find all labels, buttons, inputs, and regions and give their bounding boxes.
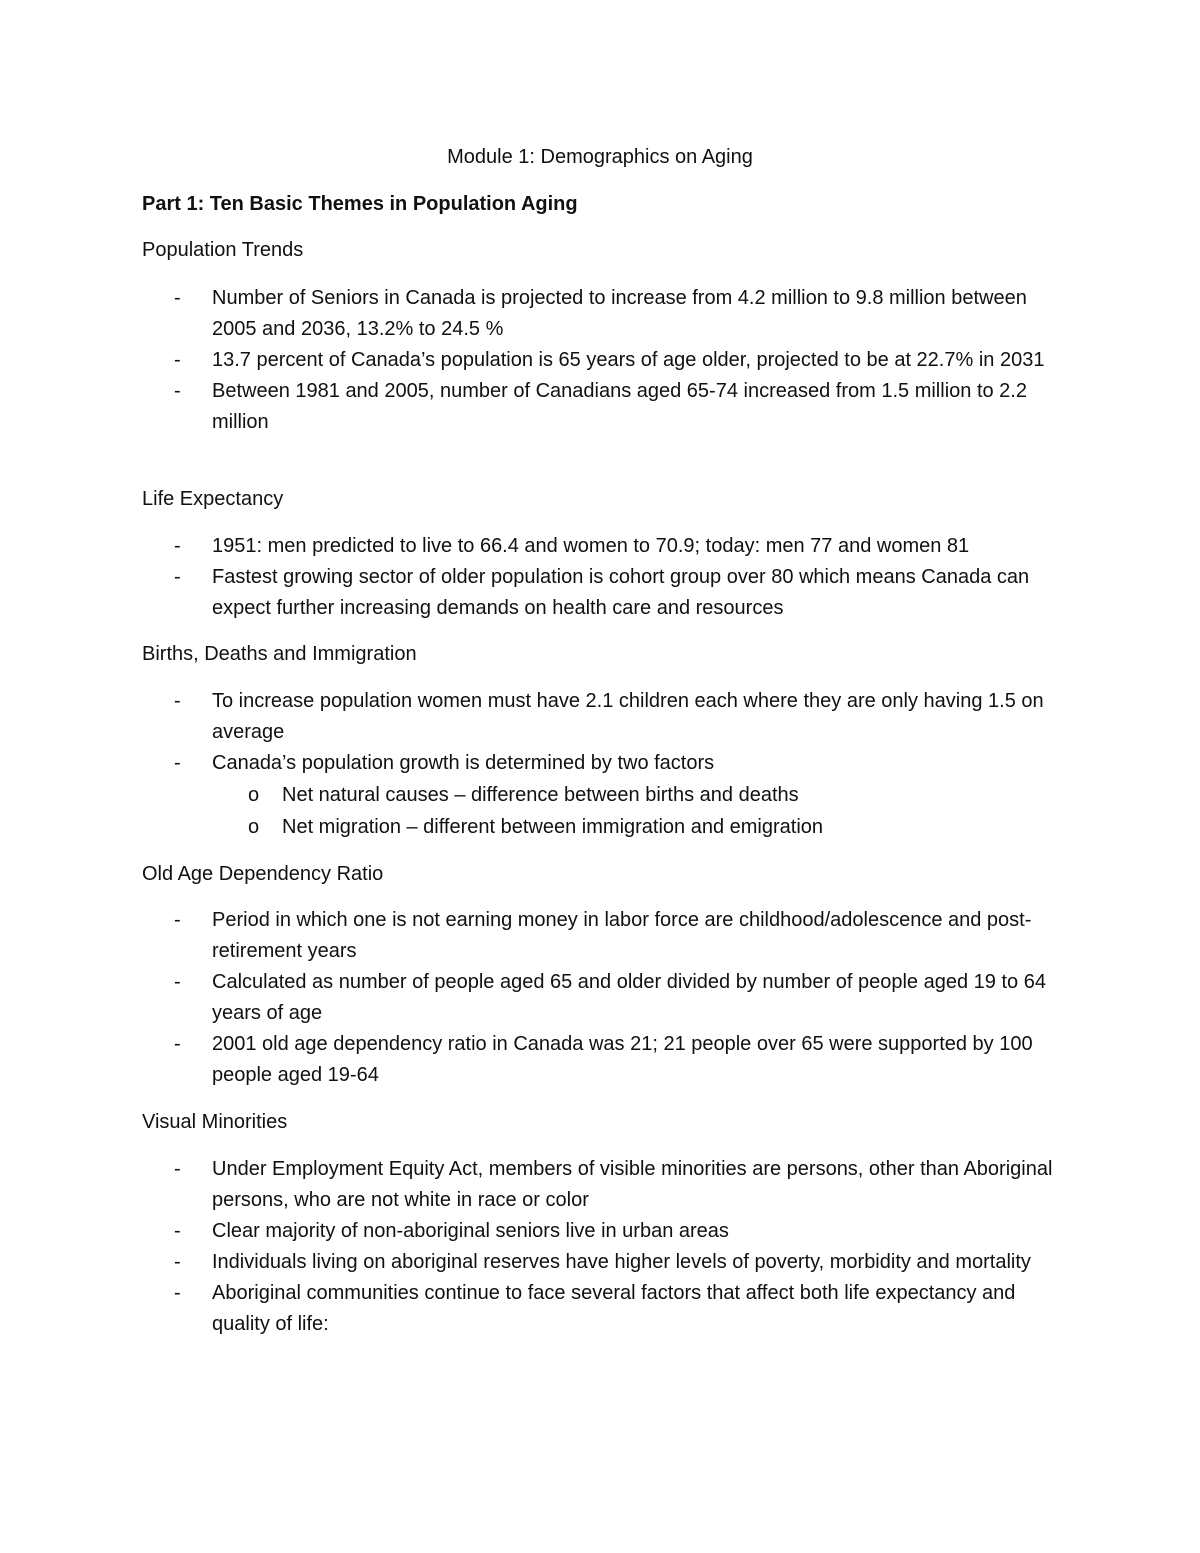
list-population-trends	[142, 283, 1072, 438]
dash-marker: -	[174, 971, 181, 993]
dash-marker: -	[174, 566, 181, 588]
list-item-text: Calculated as number of people aged 65 and older divided by number of people aged 19 to 64 years of age	[212, 971, 1046, 1024]
dash-marker: -	[174, 1282, 181, 1304]
list-item	[142, 686, 1072, 748]
list-item-text: Aboriginal communities continue to face several factors that affect both life expectancy and quality of life:	[212, 1282, 1016, 1335]
dash-marker: -	[174, 752, 181, 774]
section-heading-births-deaths-immigration: Births, Deaths and Immigration	[142, 643, 417, 665]
list-item	[142, 562, 1072, 624]
list-item	[142, 1247, 1072, 1278]
list-item	[142, 1216, 1072, 1247]
list-births-deaths-immigration	[142, 686, 1072, 843]
list-item-text: Under Employment Equity Act, members of visible minorities are persons, other than Aboriginal persons, who are not white in race or color	[212, 1158, 1053, 1211]
list-item-text: 2001 old age dependency ratio in Canada was 21; 21 people over 65 were supported by 100 people aged 19-64	[212, 1033, 1033, 1086]
list-item	[142, 1029, 1072, 1091]
sub-list-item	[212, 779, 1072, 811]
part-heading: Part 1: Ten Basic Themes in Population Aging	[142, 193, 578, 215]
section-heading-visual-minorities: Visual Minorities	[142, 1111, 288, 1133]
list-item	[142, 748, 1072, 843]
list-item	[142, 531, 1072, 562]
dash-marker: -	[174, 380, 181, 402]
sub-list-item	[212, 811, 1072, 843]
list-item-text: 13.7 percent of Canada’s population is 65 years of age older, projected to be at 22.7% in 2031	[212, 349, 1045, 371]
list-item-text: Between 1981 and 2005, number of Canadians aged 65-74 increased from 1.5 million to 2.2 million	[212, 380, 1027, 433]
dash-marker: -	[174, 909, 181, 931]
list-item	[142, 905, 1072, 967]
dash-marker: -	[174, 1033, 181, 1055]
list-item-text: Canada’s population growth is determined by two factors	[212, 752, 715, 774]
list-item-text: Number of Seniors in Canada is projected to increase from 4.2 million to 9.8 million between 2005 and 2036, 13.2% to 24.5 %	[212, 287, 1027, 340]
list-visual-minorities	[142, 1154, 1072, 1340]
document-title: Module 1: Demographics on Aging	[447, 146, 753, 168]
dash-marker: -	[174, 1220, 181, 1242]
list-item-text: To increase population women must have 2.1 children each where they are only having 1.5 on average	[212, 690, 1044, 743]
dash-marker: -	[174, 1158, 181, 1180]
list-old-age-dependency-ratio	[142, 905, 1072, 1091]
circle-marker: o	[248, 816, 260, 838]
list-item	[142, 345, 1072, 376]
section-heading-population-trends: Population Trends	[142, 239, 304, 261]
section-heading-old-age-dependency-ratio: Old Age Dependency Ratio	[142, 863, 384, 885]
dash-marker: -	[174, 535, 181, 557]
dash-marker: -	[174, 349, 181, 371]
sub-list-item-text: Net natural causes – difference between births and deaths	[282, 784, 799, 806]
list-item	[142, 283, 1072, 345]
circle-marker: o	[248, 784, 260, 806]
dash-marker: -	[174, 690, 181, 712]
section-heading-life-expectancy: Life Expectancy	[142, 488, 284, 510]
list-item	[142, 376, 1072, 438]
dash-marker: -	[174, 1251, 181, 1273]
sub-list	[212, 779, 1072, 843]
list-item	[142, 1278, 1072, 1340]
list-item-text: Fastest growing sector of older population is cohort group over 80 which means Canada can expect further increasing demands on health care and resources	[212, 566, 1030, 619]
dash-marker: -	[174, 287, 181, 309]
sub-list-item-text: Net migration – different between immigration and emigration	[282, 816, 824, 838]
list-item-text: 1951: men predicted to live to 66.4 and women to 70.9; today: men 77 and women 81	[212, 535, 970, 557]
list-item-text: Period in which one is not earning money in labor force are childhood/adolescence and post-retirement years	[212, 909, 1032, 962]
list-item-text: Clear majority of non-aboriginal seniors live in urban areas	[212, 1220, 729, 1242]
list-life-expectancy	[142, 531, 1072, 624]
list-item	[142, 967, 1072, 1029]
list-item	[142, 1154, 1072, 1216]
list-item-text: Individuals living on aboriginal reserves have higher levels of poverty, morbidity and mortality	[212, 1251, 1031, 1273]
